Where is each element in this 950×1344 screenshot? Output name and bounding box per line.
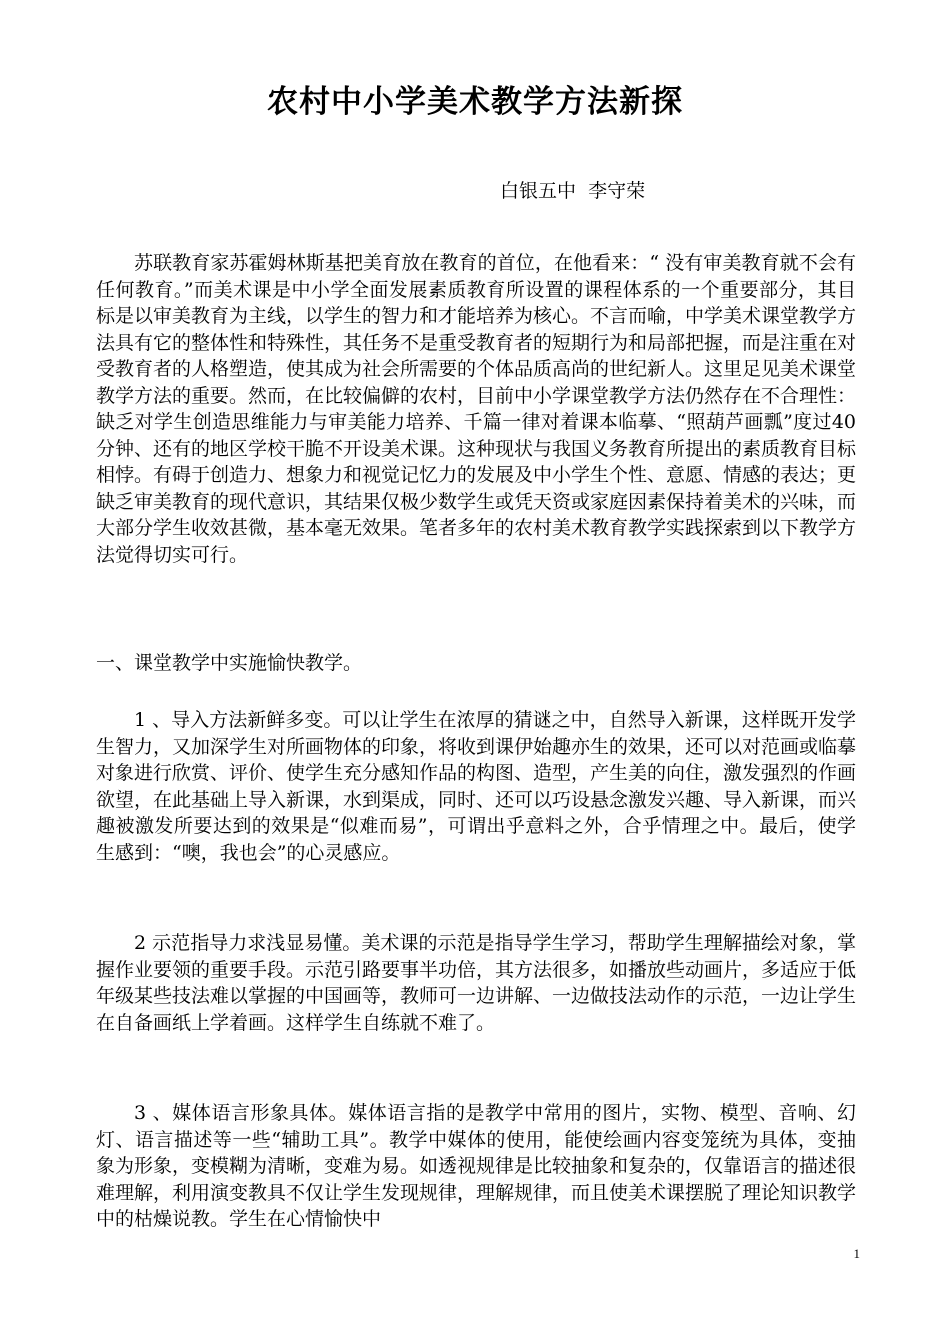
body-section-intro bbox=[96, 250, 856, 568]
author-line: 白银五中 李守荣 bbox=[500, 180, 646, 202]
paragraph-item-2: 2 示范指导力求浅显易懂。美术课的示范是指导学生学习，帮助学生理解描绘对象，掌握作业要领的重要手段。示范引路要事半功倍，其方法很多，如播放些动画片，多适应于低年级某些技法难以掌握的中国画等，教师可一边讲解、一边做技法动作的示范，一边让学生在自备画纸上学着画。这样学生自练就不难了。 bbox=[96, 932, 857, 1034]
body-section-item-1 bbox=[96, 707, 856, 866]
page-number: 1 bbox=[853, 1246, 860, 1261]
body-section-item-2 bbox=[96, 930, 856, 1036]
paragraph-item-1: 1 、导入方法新鲜多变。可以让学生在浓厚的猜谜之中，自然导入新课，这样既开发学生智力，又加深学生对所画物体的印象，将收到课伊始趣亦生的效果，还可以对范画或临摹对象进行欣赏、评价、使学生充分感知作品的构图、造型，产生美的向住，激发强烈的作画欲望，在此基础上导入新课，水到渠成，同时、还可以巧设悬念激发兴趣、导入新课，而兴趣被激发所要达到的效果是“似难而易”，可谓出乎意料之外，合乎情理之中。最后，使学生感到：“噢，我也会”的心灵感应。 bbox=[96, 709, 857, 864]
body-section-heading bbox=[96, 650, 856, 677]
section-heading: 一、课堂教学中实施愉快教学。 bbox=[96, 652, 363, 674]
document-title: 农村中小学美术教学方法新探 bbox=[267, 84, 683, 120]
paragraph-intro: 苏联教育家苏霍姆林斯基把美育放在教育的首位，在他看来：“ 没有审美教育就不会有任何教育。”而美术课是中小学全面发展素质教育所设置的课程体系的一个重要部分，其目标是以审美教育为主线，以学生的智力和才能培养为核心。不言而喻，中学美术课堂教学方法具有它的整体性和特殊性，其任务不是重受教育者的短期行为和局部把握，而是注重在对受教育者的人格塑造，使其成为社会所需要的个体品质高尚的世纪新人。这里足见美术课堂教学方法的重要。然而，在比较偏僻的农村，目前中小学课堂教学方法仍然存在不合理性：缺乏对学生创造思维能力与审美能力培养、千篇一律对着课本临摹、“照葫芦画瓢”度过40分钟、还有的地区学校干脆不开设美术课。这种现状与我国义务教育所提出的素质教育目标相悖。有碍于创造力、想象力和视觉记忆力的发展及中小学生个性、意愿、情感的表达；更缺乏审美教育的现代意识，其结果仅极少数学生或凭天资或家庭因素保持着美术的兴味，而大部分学生收效甚微，基本毫无效果。笔者多年的农村美术教育教学实践探索到以下教学方法觉得切实可行。 bbox=[96, 252, 857, 566]
body-section-item-3 bbox=[96, 1100, 856, 1233]
paragraph-item-3: 3 、媒体语言形象具体。媒体语言指的是教学中常用的图片，实物、模型、音响、幻灯、语言描述等一些“辅助工具”。教学中媒体的使用，能使绘画内容变笼统为具体，变抽象为形象，变模糊为清晰，变难为易。如透视规律是比较抽象和复杂的，仅靠语言的描述很难理解，利用演变教具不仅让学生发现规律，理解规律，而且使美术课摆脱了理论知识教学中的枯燥说教。学生在心情愉快中 bbox=[96, 1102, 857, 1230]
